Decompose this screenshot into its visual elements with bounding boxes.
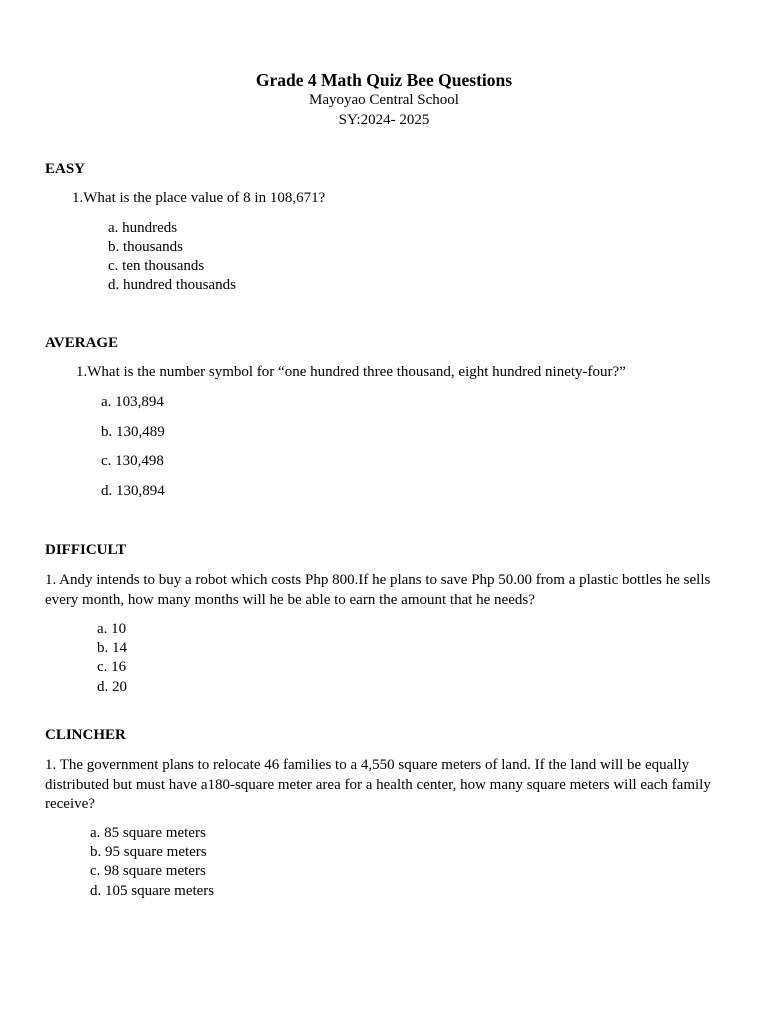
- section-heading-average: AVERAGE: [45, 335, 119, 351]
- question-easy: 1.What is the place value of 8 in 108,671?: [72, 190, 326, 206]
- option-average-a: a. 103,894: [101, 394, 164, 410]
- option-clincher-a: a. 85 square meters: [90, 825, 206, 841]
- option-difficult-a: a. 10: [97, 621, 127, 637]
- section-heading-difficult: DIFFICULT: [45, 542, 127, 558]
- section-heading-clincher: CLINCHER: [45, 727, 126, 743]
- option-difficult-d: d. 20: [97, 679, 127, 695]
- option-average-d: d. 130,894: [101, 483, 165, 499]
- option-clincher-d: d. 105 square meters: [90, 883, 215, 899]
- school-year: SY:2024- 2025: [338, 112, 430, 128]
- option-average-c: c. 130,498: [101, 453, 164, 469]
- question-clincher: 1. The government plans to relocate 46 families to a 4,550 square meters of land. If the land will be equally distributed but must have a180-square meter area for a health center, how many square meters will each family receive?: [45, 757, 711, 812]
- option-clincher-c: c. 98 square meters: [90, 863, 206, 879]
- question-average: 1.What is the number symbol for “one hundred three thousand, eight hundred ninety-four?”: [76, 364, 626, 380]
- option-easy-a: a. hundreds: [108, 220, 178, 236]
- option-easy-c: c. ten thousands: [108, 258, 205, 274]
- question-difficult: 1. Andy intends to buy a robot which costs Php 800.If he plans to save Php 50.00 from a plastic bottles he sells every month, how many months will he be able to earn the amount that he needs?: [45, 572, 711, 608]
- section-heading-easy: EASY: [45, 161, 86, 177]
- option-average-b: b. 130,489: [101, 424, 165, 440]
- option-clincher-b: b. 95 square meters: [90, 844, 207, 860]
- school-name: Mayoyao Central School: [309, 92, 459, 108]
- document-title: Grade 4 Math Quiz Bee Questions: [255, 70, 513, 90]
- option-difficult-c: c. 16: [97, 659, 127, 675]
- option-easy-d: d. hundred thousands: [108, 277, 236, 293]
- option-easy-b: b. thousands: [108, 239, 183, 255]
- option-difficult-b: b. 14: [97, 640, 127, 656]
